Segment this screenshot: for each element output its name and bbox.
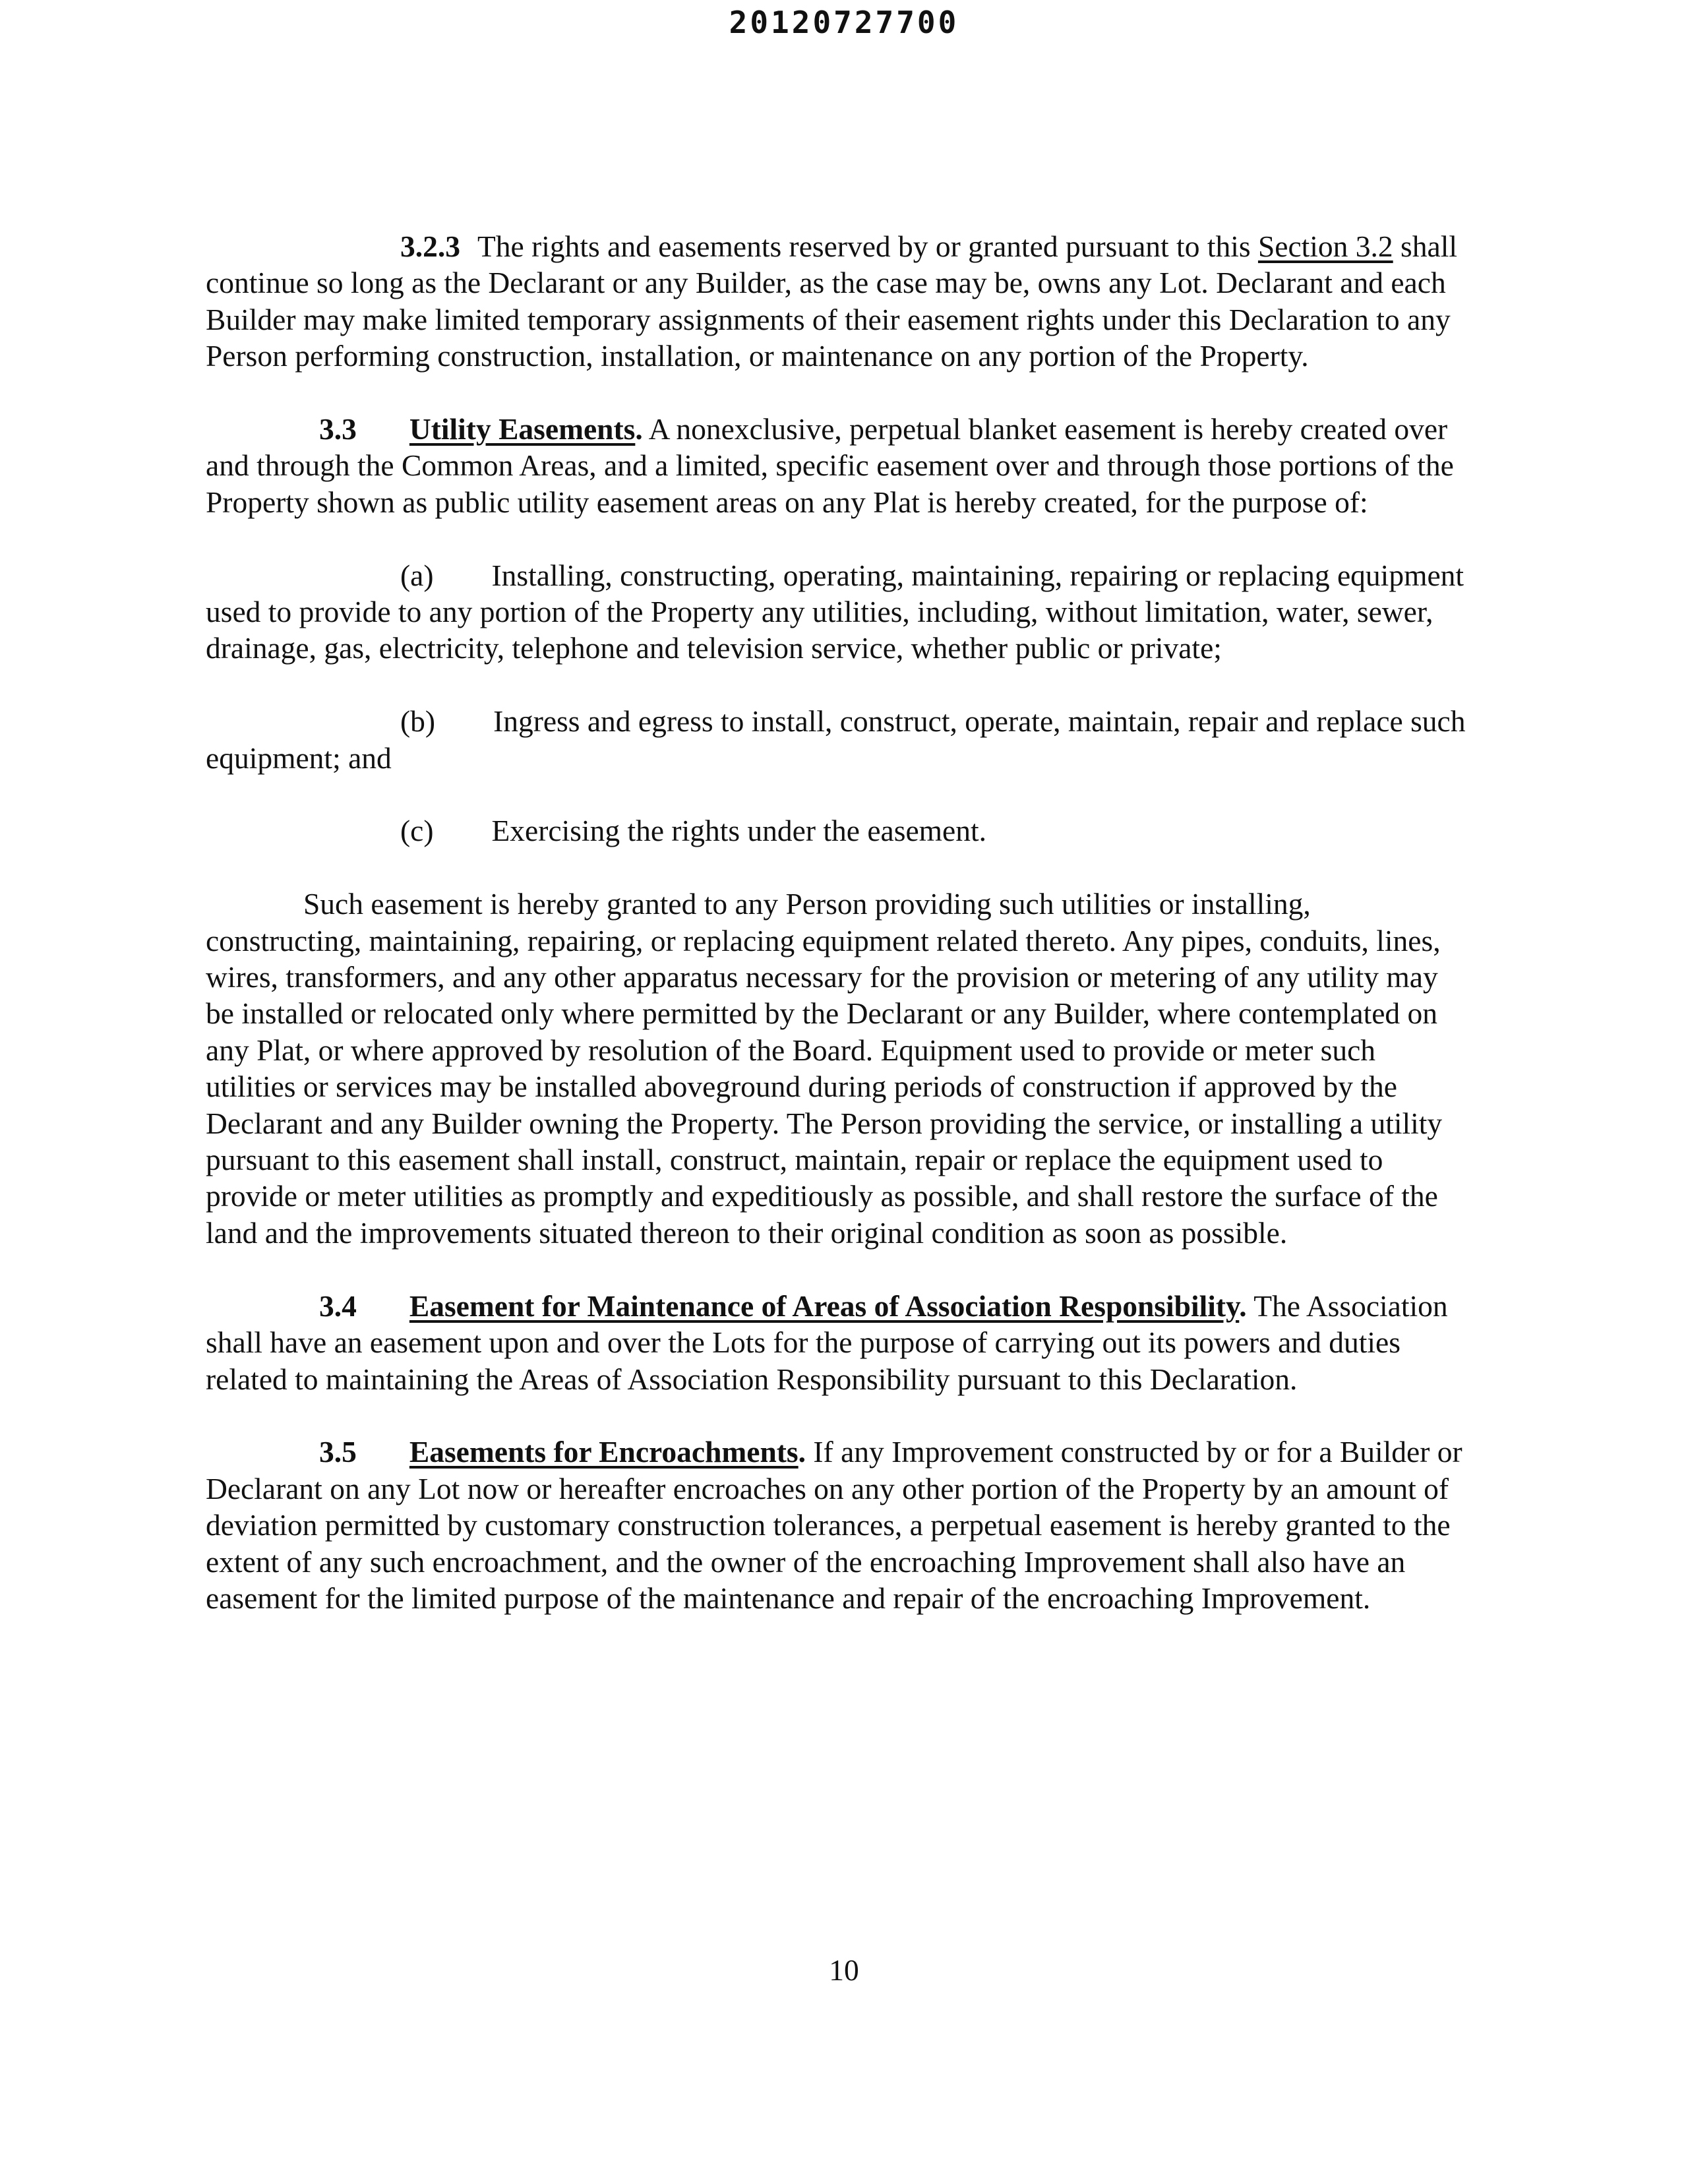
- document-body: [206, 228, 1470, 1653]
- item-text: Installing, constructing, operating, maintaining, repairing or replacing equipment used to provide to any portion of the Property any utilities, including, without limitation, water, sewer, drainage, gas, electricity, telephone and television service, whether public or private;: [206, 558, 1464, 665]
- easement-closing-paragraph: Such easement is hereby granted to any Person providing such utilities or installing, constructing, maintaining, repairing, or replacing equipment related thereto. Any pipes, conduits, lines, wires, transformers, and any other apparatus necessary for the provision or metering of any utility may be installed or relocated only where permitted by the Declarant or any Builder, where contemplated on any Plat, or where approved by resolution of the Board. Equipment used to provide or meter such utilities or services may be installed aboveground during periods of construction if approved by the Declarant and any Builder owning the Property. The Person providing the service, or installing a utility pursuant to this easement shall install, construct, maintain, repair or replace the equipment used to provide or meter utilities as promptly and expeditiously as possible, and shall restore the surface of the land and the improvements situated thereon to their original condition as soon as possible.: [206, 887, 1443, 1250]
- item-label: (c): [400, 814, 434, 848]
- section-3-4: 3.4 Easement for Maintenance of Areas of Association Responsibility. The Association shall have an easement upon and over the Lots for the purpose of carrying out its powers and duties related to maintaining the Areas of Association Responsibility pursuant to this Declaration.: [206, 1289, 1448, 1396]
- page-number: 10: [829, 1953, 859, 1987]
- item-label: (b): [400, 704, 436, 739]
- section-heading: Utility Easements: [409, 412, 636, 446]
- document-number: 20120727700: [729, 5, 959, 40]
- section-number: 3.5: [319, 1435, 357, 1469]
- item-text: Ingress and egress to install, construct, operate, maintain, repair and replace such equipment; and: [206, 704, 1466, 775]
- item-text: Exercising the rights under the easement.: [491, 814, 987, 848]
- item-label: (a): [400, 558, 434, 592]
- section-text: The Association shall have an easement upon and over the Lots for the purpose of carrying out its powers and duties related to maintaining the Areas of Association Responsibility pursuant to this Declaration.: [206, 1289, 1448, 1396]
- section-number: 3.2.3: [400, 229, 460, 263]
- list-item-b: [206, 703, 1470, 776]
- section-text: If any Improvement constructed by or for a Builder or Declarant on any Lot now or hereafter encroaches on any other portion of the Property by an amount of deviation permitted by customary construction tolerances, a perpetual easement is hereby granted to the extent of any such encroachment, and the owner of the encroaching Improvement shall also have an easement for the limited purpose of the maintenance and repair of the encroaching Improvement.: [206, 1435, 1462, 1615]
- section-text: shall continue so long as the Declarant or any Builder, as the case may be, owns any Lot. Declarant and each Builder may make limited temporary assignments of their easement rights under this Declaration to any Person performing construction, installation, or maintenance on any portion of the Property.: [206, 229, 1457, 373]
- section-text: A nonexclusive, perpetual blanket easement is hereby created over and through the Common Areas, and a limited, specific easement over and through those portions of the Property shown as public utility easement areas on any Plat is hereby created, for the purpose of:: [206, 412, 1454, 519]
- section-3-2-3: [206, 228, 1470, 375]
- list-item-a: [206, 557, 1470, 667]
- section-number: 3.4: [319, 1289, 357, 1323]
- section-heading: Easement for Maintenance of Areas of Association Responsibility: [409, 1289, 1240, 1323]
- section-3-5: 3.5 Easements for Encroachments. If any Improvement constructed by or for a Builder or Declarant on any Lot now or hereafter encroaches on any other portion of the Property by an amount of deviation permitted by customary construction tolerances, a perpetual easement is hereby granted to the extent of any such encroachment, and the owner of the encroaching Improvement shall also have an easement for the limited purpose of the maintenance and repair of the encroaching Improvement.: [206, 1435, 1462, 1615]
- section-number: 3.3: [319, 412, 357, 446]
- section-heading: Easements for Encroachments: [409, 1435, 799, 1469]
- list-item-c: [206, 812, 1470, 849]
- section-text: The rights and easements reserved by or granted pursuant to this: [477, 229, 1251, 263]
- section-3-3: 3.3 Utility Easements. A nonexclusive, perpetual blanket easement is hereby created over and through the Common Areas, and a limited, specific easement over and through those portions of the Property shown as public utility easement areas on any Plat is hereby created, for the purpose of:: [206, 412, 1454, 519]
- section-reference: Section 3.2: [1257, 229, 1393, 263]
